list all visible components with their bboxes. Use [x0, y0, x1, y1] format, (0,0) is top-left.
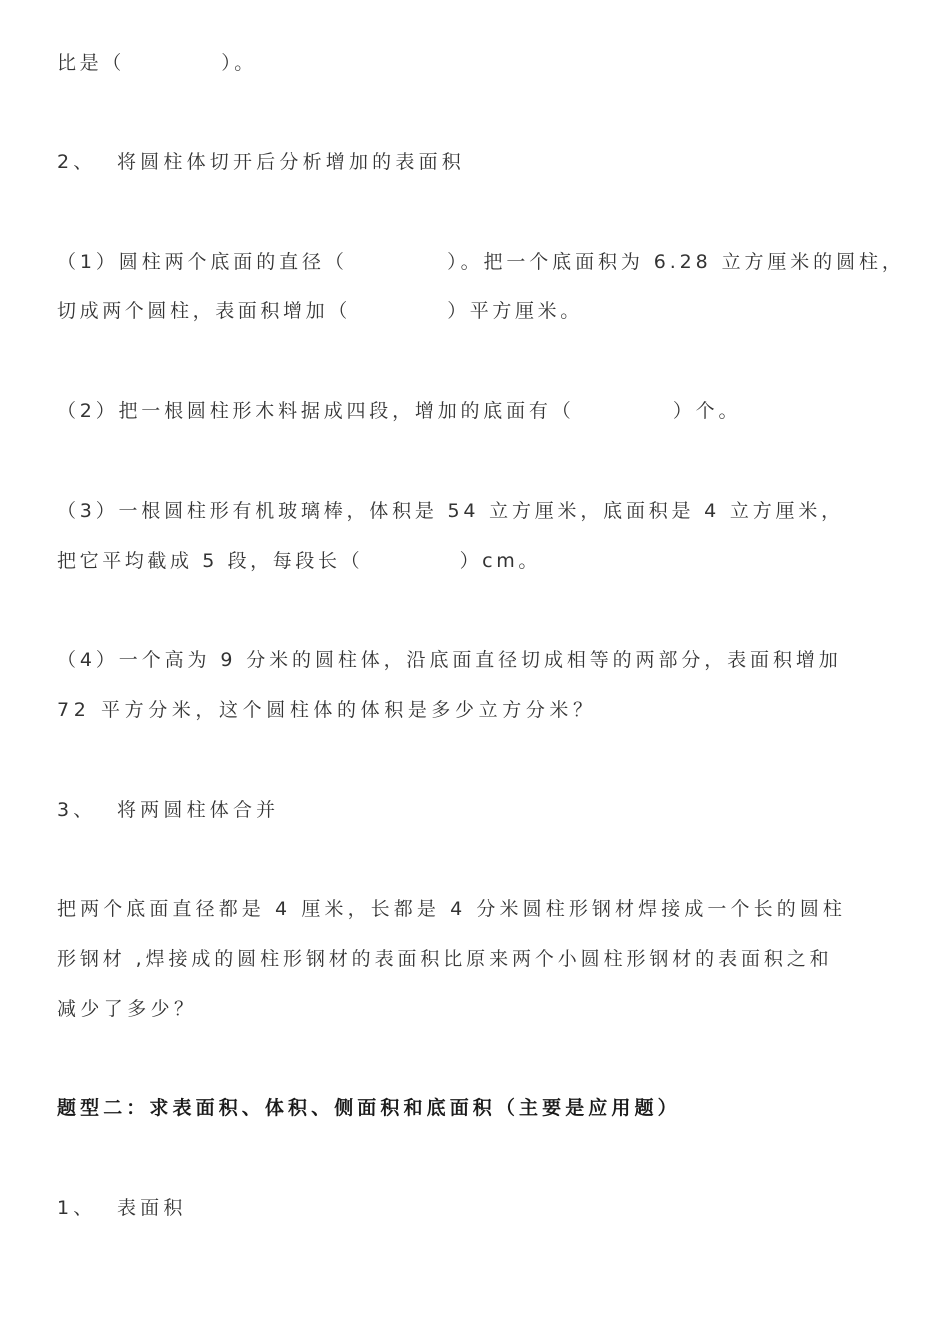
- question-3-line-1: （3）一根圆柱形有机玻璃棒，体积是 54 立方厘米，底面积是 4 立方厘米，: [57, 500, 844, 522]
- text-line-fraction-answer: 比是（ ）。: [57, 52, 257, 74]
- merge-problem-line-1: 把两个底面直径都是 4 厘米，长都是 4 分米圆柱形钢材焊接成一个长的圆柱: [57, 898, 847, 920]
- section-heading-2: 2、 将圆柱体切开后分析增加的表面积: [57, 151, 465, 173]
- question-4-line-1: （4）一个高为 9 分米的圆柱体，沿底面直径切成相等的两部分，表面积增加: [57, 649, 842, 671]
- question-4-line-2: 72 平方分米，这个圆柱体的体积是多少立方分米？: [57, 699, 597, 721]
- question-1-line-2: 切成两个圆柱，表面积增加（ ）平方厘米。: [57, 300, 583, 322]
- question-type-2-heading: 题型二：求表面积、体积、侧面积和底面积（主要是应用题）: [57, 1097, 681, 1119]
- merge-problem-line-3: 减少了多少？: [57, 998, 198, 1020]
- merge-problem-line-2: 形钢材 ,焊接成的圆柱形钢材的表面积比原来两个小圆柱形钢材的表面积之和: [57, 948, 833, 970]
- section-heading-3: 3、 将两圆柱体合并: [57, 799, 280, 821]
- question-1-line-1: （1）圆柱两个底面的直径（ ）。把一个底面积为 6.28 立方厘米的圆柱，: [57, 251, 905, 273]
- section-heading-surface-area: 1、 表面积: [57, 1197, 187, 1219]
- question-3-line-2: 把它平均截成 5 段，每段长（ ）cm。: [57, 550, 541, 572]
- question-2: （2）把一根圆柱形木料据成四段，增加的底面有（ ）个。: [57, 400, 742, 422]
